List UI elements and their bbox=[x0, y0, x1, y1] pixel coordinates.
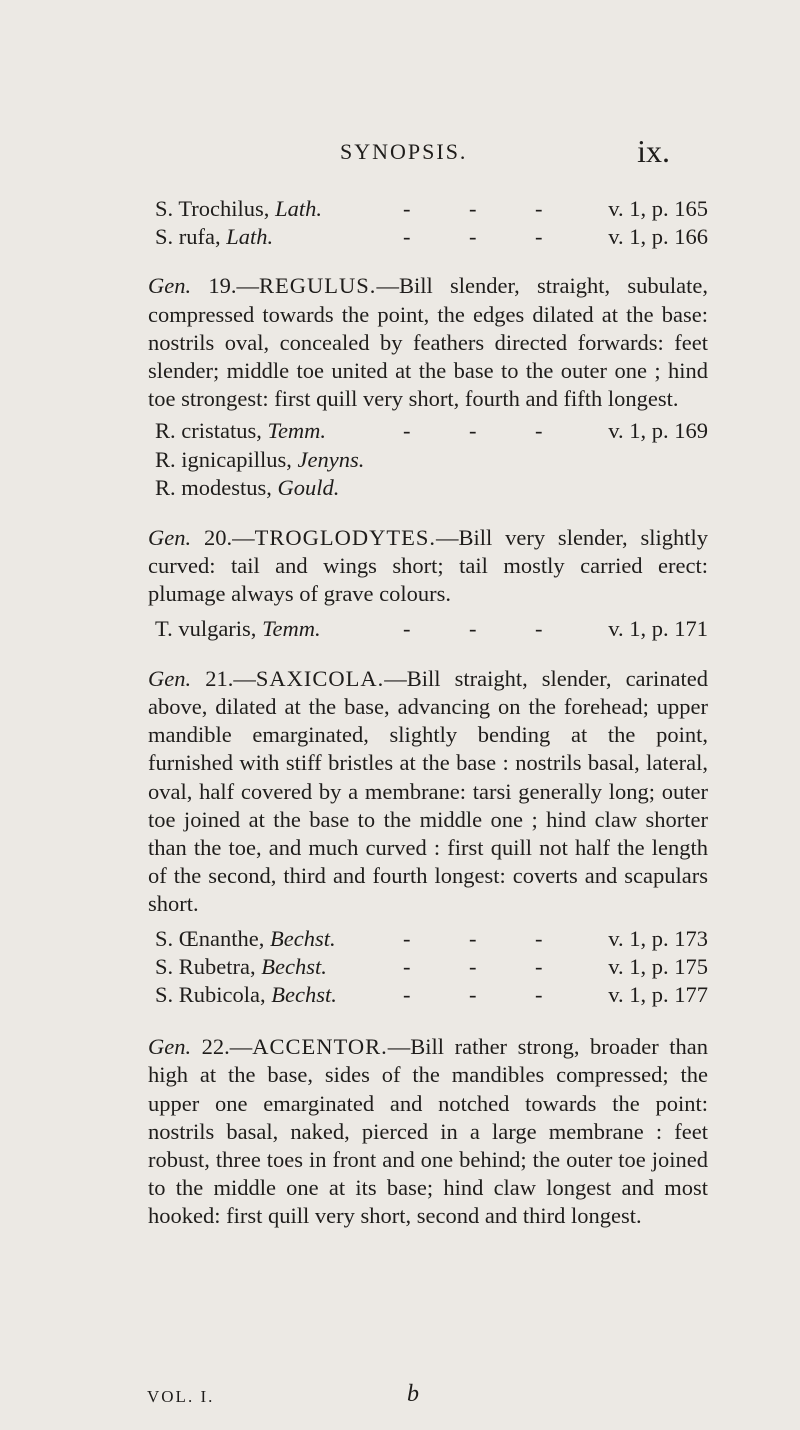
genus-number: 21.— bbox=[205, 665, 256, 691]
species-name: S. Rubicola, bbox=[155, 981, 266, 1007]
species-reference: v. 1, p. 171 bbox=[608, 615, 708, 641]
species-entry bbox=[148, 953, 708, 981]
species-authority: Temm. bbox=[262, 615, 321, 641]
page-footer bbox=[147, 1381, 707, 1415]
species-entry bbox=[148, 223, 708, 251]
genus-label: Gen. bbox=[148, 1034, 192, 1060]
genus-paragraph-saxicola bbox=[148, 665, 708, 919]
genus-name: SAXICOLA. bbox=[255, 665, 385, 691]
genus-label: Gen. bbox=[148, 665, 192, 691]
species-authority: Bechst. bbox=[271, 981, 337, 1007]
species-entry bbox=[148, 925, 708, 953]
species-name: S. Trochilus, bbox=[155, 196, 270, 221]
genus-description: —Bill rather strong, broader than high at the base, sides of the mandibles compressed; the upper one emarginated and notched towards the point: nostrils basal, naked, pierced in a large membrane : feet robust, three toes in front and one behind; the outer toe joined to the middle one at its base; hind claw longest and most hooked: first quill very short, second and third longest. bbox=[148, 1034, 708, 1229]
species-name: R. ignicapillus, bbox=[155, 446, 292, 472]
genus-paragraph-troglodytes bbox=[148, 524, 708, 609]
genus-description: —Bill very slender, slightly curved: tail and wings short; tail mostly carried erect: plumage always of grave colours. bbox=[148, 524, 708, 607]
genus-description: —Bill straight, slender, carinated above, dilated at the base, advancing on the forehead; upper mandible emarginated, slightly bending at the point, furnished with stiff bristles at the base : nostrils basal, lateral, oval, half covered by a membrane: tarsi generally long; outer toe joined at the base to the middle one ; hind claw shorter than the toe, and much curved : first quill not half the length of the second, third and fourth longest: coverts and scapulars short. bbox=[148, 665, 709, 917]
leader-dashes: - - - bbox=[403, 615, 543, 641]
leader-dashes: - - - bbox=[403, 925, 543, 951]
species-name: R. modestus, bbox=[155, 474, 272, 500]
running-head-title: SYNOPSIS. bbox=[340, 139, 468, 164]
species-name: S. Œnanthe, bbox=[155, 925, 265, 951]
page-number: ix. bbox=[637, 133, 670, 169]
genus-paragraph-regulus bbox=[148, 272, 708, 413]
genus-number: 19.— bbox=[208, 273, 260, 299]
genus-name: ACCENTOR. bbox=[252, 1034, 388, 1060]
species-name: S. Rubetra, bbox=[155, 953, 256, 979]
leader-dashes: - - - bbox=[403, 981, 543, 1007]
species-authority: Temm. bbox=[267, 418, 327, 444]
genus-description: —Bill slender, straight, subulate, compressed towards the point, the edges dilated at the base: nostrils oval, concealed by feathers directed forwards: feet slender; middle toe united at the base to the outer one ; hind toe strongest: first quill very short, fourth and fifth longest. bbox=[148, 273, 708, 412]
species-reference: v. 1, p. 169 bbox=[608, 418, 708, 444]
genus-label: Gen. bbox=[148, 273, 192, 299]
species-entry bbox=[148, 474, 708, 502]
species-authority: Jenyns. bbox=[297, 446, 365, 472]
species-entry bbox=[148, 981, 708, 1009]
genus-paragraph-accentor bbox=[148, 1033, 708, 1230]
leader-dashes: - - - bbox=[403, 224, 543, 250]
genus-label: Gen. bbox=[148, 524, 192, 550]
species-reference: v. 1, p. 166 bbox=[608, 224, 708, 250]
species-name: T. vulgaris, bbox=[155, 615, 257, 641]
running-head bbox=[340, 133, 670, 167]
species-reference: v. 1, p. 175 bbox=[608, 953, 708, 979]
species-authority: Lath. bbox=[275, 196, 322, 221]
leader-dashes: - - - bbox=[403, 196, 543, 221]
genus-number: 20.— bbox=[203, 524, 255, 550]
species-authority: Gould. bbox=[277, 474, 340, 500]
species-name: R. cristatus, bbox=[155, 418, 262, 444]
genus-name: TROGLODYTES. bbox=[254, 524, 436, 550]
species-authority: Lath. bbox=[226, 224, 274, 250]
volume-label: VOL. I. bbox=[147, 1387, 215, 1406]
leader-dashes: - - - bbox=[403, 418, 543, 444]
leader-dashes: - - - bbox=[403, 953, 543, 979]
species-entry bbox=[148, 195, 708, 223]
species-reference: v. 1, p. 173 bbox=[608, 925, 708, 951]
species-entry bbox=[148, 417, 708, 445]
species-reference: v. 1, p. 165 bbox=[608, 196, 708, 221]
species-entry bbox=[148, 615, 708, 643]
genus-name: REGULUS. bbox=[259, 273, 377, 299]
species-authority: Bechst. bbox=[270, 925, 336, 951]
species-authority: Bechst. bbox=[261, 953, 327, 979]
species-entry bbox=[148, 446, 708, 474]
synopsis-content bbox=[148, 195, 708, 1231]
signature-mark: b bbox=[407, 1381, 419, 1407]
genus-number: 22.— bbox=[201, 1034, 253, 1060]
species-reference: v. 1, p. 177 bbox=[608, 981, 708, 1007]
species-name: S. rufa, bbox=[155, 224, 221, 250]
